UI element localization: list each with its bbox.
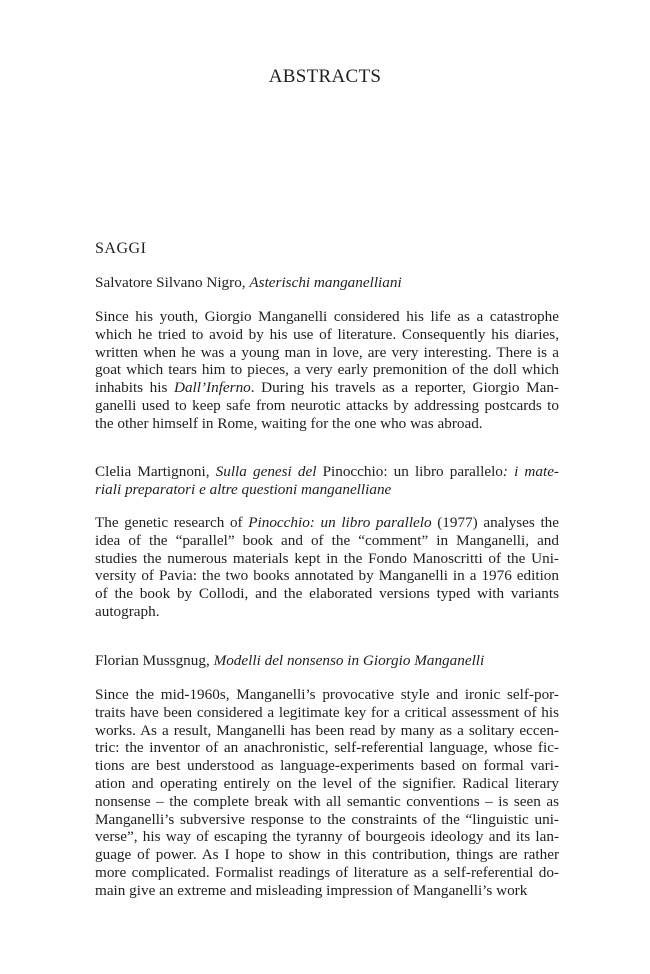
text-line: works. As a result, Manganelli has been read by many as a solitary eccen- — [95, 721, 559, 739]
text-line: Since his youth, Giorgio Manganelli considered his life as a catastrophe — [95, 308, 559, 325]
entry-1-heading — [95, 274, 559, 292]
text-line: written when he was a young man in love, are very interesting. There is a — [95, 343, 559, 361]
text-line: nonsense – the complete break with all semantic conventions – is seen as — [95, 792, 559, 810]
text-line: Clelia Martignoni, Sulla genesi del Pinocchio: un libro parallelo: i mate- — [95, 463, 559, 480]
text-line: ation and operating entirely on the level of the signifier. Radical literary — [95, 774, 559, 792]
text-line: Since the mid-1960s, Manganelli’s provocative style and ironic self-por- — [95, 686, 559, 703]
text-line: studies the numerous materials kept in the Fondo Manoscritti of the Uni- — [95, 549, 559, 567]
section-heading: SAGGI — [95, 240, 147, 257]
text-line: idea of the “parallel” book and of the “comment” in Manganelli, and — [95, 531, 559, 549]
text-line: main give an extreme and misleading impression of Manganelli’s work — [95, 881, 528, 899]
text-line: versity of Pavia: the two books annotated by Manganelli in a 1976 edition — [95, 567, 559, 585]
text-line: autograph. — [95, 602, 160, 620]
text-line: which he tried to avoid by his use of literature. Consequently his diaries, — [95, 325, 559, 343]
text-line: Florian Mussgnug, Modelli del nonsenso in Giorgio Manganelli — [95, 652, 485, 669]
text-line: guage of power. As I hope to show in this contribution, things are rather — [95, 846, 559, 864]
text-line: more complicated. Formalist readings of literature as a self-referential do- — [95, 863, 559, 881]
text-line: tions are best understood as language-experiments based on formal vari- — [95, 757, 559, 775]
entry-2-abstract — [95, 514, 559, 621]
text-line: ganelli used to keep safe from neurotic attacks by addressing postcards to — [95, 396, 559, 414]
text-line: The genetic research of Pinocchio: un libro parallelo (1977) analyses the — [95, 514, 559, 531]
entry-3-abstract — [95, 686, 559, 900]
text-line: traits have been considered a legitimate key for a critical assessment of his — [95, 703, 559, 721]
entry-1-abstract — [95, 308, 559, 433]
text-line: Salvatore Silvano Nigro, Asterischi manganelliani — [95, 274, 402, 291]
text-line: the other himself in Rome, waiting for the one who was abroad. — [95, 414, 483, 432]
text-line: Manganelli’s subversive response to the constraints of the “linguistic uni- — [95, 810, 559, 828]
text-line: riali preparatori e altre questioni manganelliane — [95, 481, 392, 498]
page-title: ABSTRACTS — [268, 66, 382, 87]
text-line: verse”, his way of escaping the tyranny of bourgeois ideology and its lan- — [95, 828, 559, 846]
text-line: tric: the inventor of an anachronistic, self-referential language, whose fic- — [95, 739, 559, 757]
entry-2-heading — [95, 463, 559, 499]
entry-3-heading — [95, 652, 559, 670]
text-line: of the book by Collodi, and the elaborated versions typed with variants — [95, 585, 559, 603]
text-line: goat which tears him to pieces, a very early premonition of the doll which — [95, 361, 559, 379]
text-line: inhabits his Dall’Inferno. During his travels as a reporter, Giorgio Man- — [95, 379, 559, 397]
